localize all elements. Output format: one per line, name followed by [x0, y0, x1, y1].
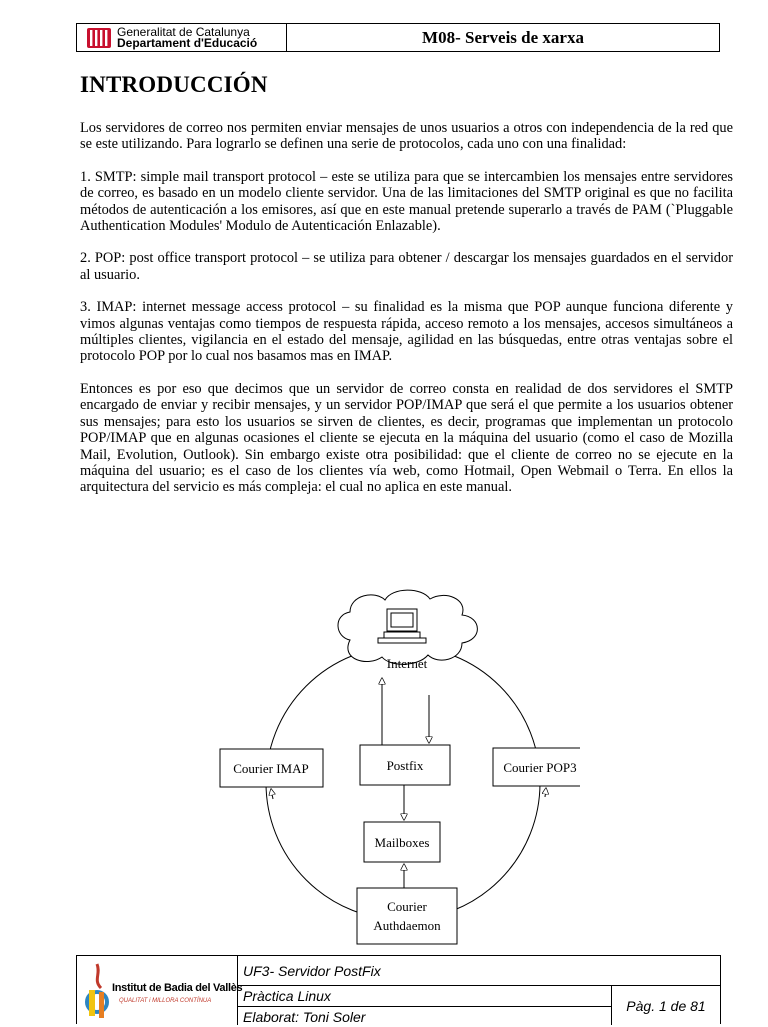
institute-name: Institut de Badia del Vallès: [112, 982, 243, 994]
institute-logo: [77, 956, 243, 1025]
ring-to-imap-arrow: [271, 789, 273, 799]
mail-architecture-diagram: [200, 585, 580, 955]
authdaemon-box: [357, 888, 457, 944]
generalitat-logo: [77, 24, 287, 51]
paragraph-smtp: 1. SMTP: simple mail transport protocol – este se utiliza para que se intercambien los mensajes entre servidores de correo, es basado en un modelo cliente servidor. Una de las limitaciones del SMTP original es que no facilita métodos de autenticación a los emisores, así que en este manual pretende superarlo a través de PAM (`Pluggable Authentication Modules' Modulo de Autenticación Enlazable).: [80, 168, 733, 235]
page-footer: [76, 955, 721, 1024]
courier-imap-label: Courier IMAP: [233, 761, 309, 776]
page-header: [76, 23, 720, 52]
mailboxes-label: Mailboxes: [374, 835, 430, 850]
courier-pop3-label: Courier POP3: [503, 760, 577, 775]
authdaemon-label-2: Authdaemon: [373, 918, 441, 933]
paragraph-architecture: Entonces es por eso que decimos que un servidor de correo consta en realidad de dos servidores el SMTP encargado de enviar y recibir mensajes, y un servidor POP/IMAP que será el que permite a los usuarios obtener sus mensajes; para esto los usuarios se sirven de clientes, es decir, programas que implementan un protocolo POP/IMAP que en algunas ocasiones el cliente se ejecuta en la máquina del usuario (como el caso de Mozilla Mail, Evolution, Outlook). Sin embargo existe otra posibilidad: que el cliente de correo no se ejecute en la máquina del usuario; es el caso de los clientes vía web, como Hotmail, Open Webmail o Terra. En ellos la arquitectura del servicio es más compleja: el cual no aplica en este manual.: [80, 380, 733, 496]
institute-motto: QUALITAT i MILLORA CONTÍNUA: [119, 998, 212, 1004]
footer-author: Elaborat: Toni Soler: [238, 1007, 612, 1025]
org-department: Departament d'Educació: [117, 35, 258, 50]
senyera-icon: [87, 28, 111, 48]
footer-unit: UF3- Servidor PostFix: [238, 956, 721, 986]
internet-label: Internet: [386, 656, 428, 671]
postfix-label: Postfix: [386, 758, 424, 773]
org-name: Generalitat de Catalunya: [117, 24, 250, 39]
module-title: M08- Serveis de xarxa: [422, 27, 584, 47]
page-title: INTRODUCCIÓN: [80, 72, 268, 97]
paragraph-imap: 3. IMAP: internet message access protocol – su finalidad es la misma que POP aunque funciona diferente y vimos algunas ventajas como tiempos de respuesta rápida, acceso remoto a los mensajes, accesos simultáneos a múltiples clientes, vigilancia en el estado del mensaje, agilidad en las búsquedas, entre otras ventajas sobre el protocolo POP por lo cual nos basamos mas en IMAP.: [80, 299, 733, 365]
page-number: Pàg. 1 de 81: [626, 997, 706, 1014]
footer-course: Pràctica Linux: [238, 986, 612, 1007]
paragraph-pop: 2. POP: post office transport protocol – se utiliza para obtener / descargar los mensajes guardados en el servidor al usuario.: [80, 250, 733, 283]
authdaemon-label-1: Courier: [387, 899, 427, 914]
institute-emblem-icon: [83, 960, 113, 1022]
ring-to-pop3-arrow: [545, 788, 546, 797]
body-text: [80, 120, 733, 512]
paragraph-intro: Los servidores de correo nos permiten enviar mensajes de unos usuarios a otros con independencia de la red que se este utilizando. Para lograrlo se definen una serie de protocolos, cada uno con una finalidad:: [80, 120, 733, 153]
